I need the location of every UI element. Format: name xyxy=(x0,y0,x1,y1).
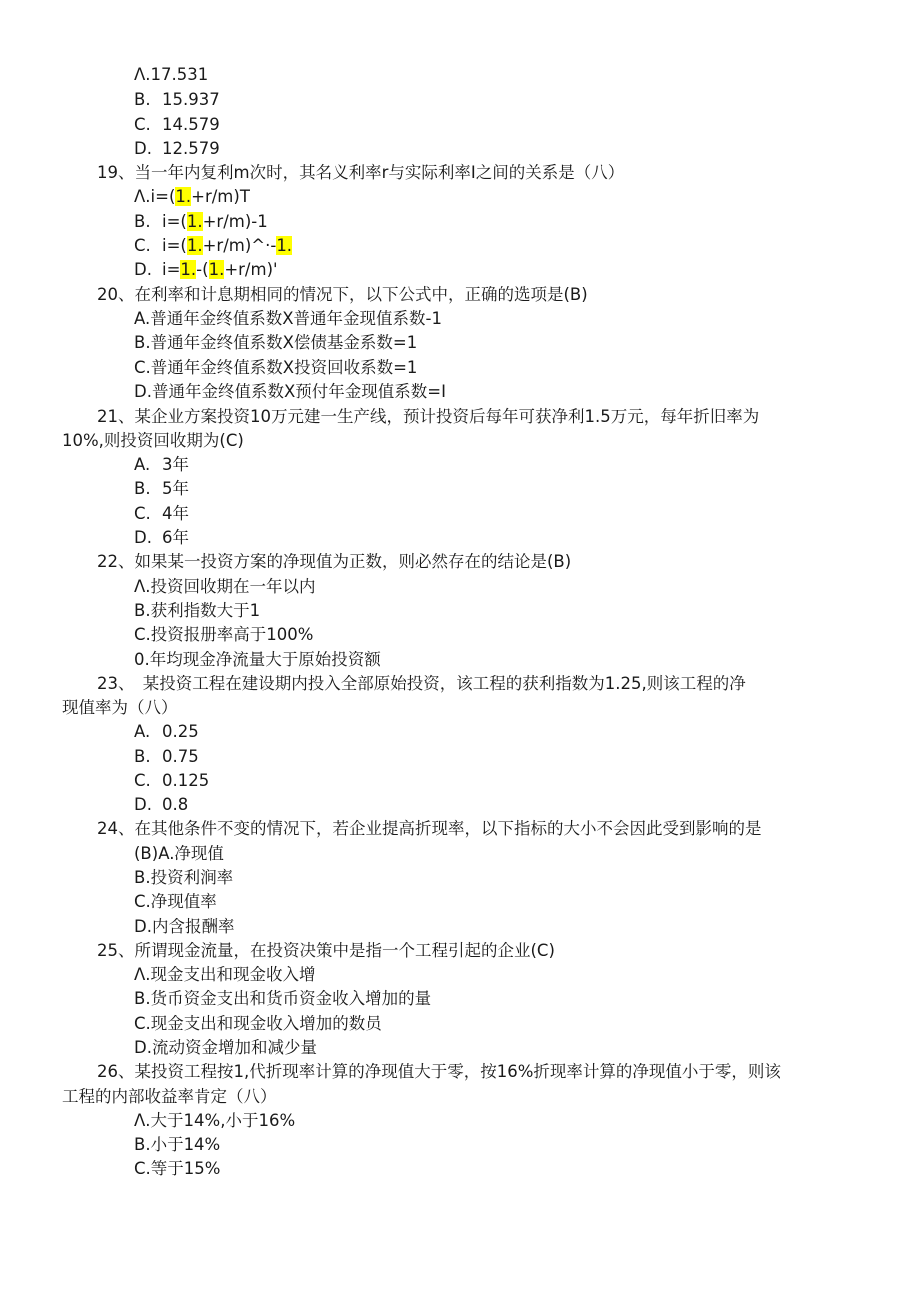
highlight-mark: 1. xyxy=(208,260,225,279)
highlight-mark: 1. xyxy=(186,236,203,255)
option-d xyxy=(134,527,189,551)
option-c xyxy=(134,503,189,527)
option-a: Λ.17.531 xyxy=(134,65,209,84)
question-24: 24、在其他条件不变的情况下，若企业提高折现率，以下指标的大小不会因此受到影响的是 xyxy=(97,819,762,838)
option-text: 6年 xyxy=(162,528,189,547)
option-a: A.普通年金终值系数X普通年金现值系数-1 xyxy=(134,309,442,328)
option-text: 15.937 xyxy=(162,90,220,109)
option-key: C. xyxy=(134,115,151,134)
option-d xyxy=(134,794,188,818)
question-25: 25、所谓现金流量，在投资决策中是指一个工程引起的企业(C) xyxy=(97,941,555,960)
option-key: D. xyxy=(134,528,152,547)
question-24-cont: (B)A.净现值 xyxy=(134,844,224,863)
option-b: B.普通年金终值系数X偿债基金系数=1 xyxy=(134,333,418,352)
option-a: Λ.大于14%,小于16% xyxy=(134,1111,296,1130)
option-key: C. xyxy=(134,236,151,255)
option-key: A. xyxy=(134,722,151,741)
highlight-mark: 1. xyxy=(180,260,197,279)
option-key: B. xyxy=(134,479,151,498)
option-key: C. xyxy=(134,504,151,523)
option-b: B.投资利涧率 xyxy=(134,868,234,887)
question-26-cont: 工程的内部收益率肯定（八） xyxy=(62,1087,277,1106)
question-23: 23、 某投资工程在建设期内投入全部原始投资，该工程的获利指数为1.25,则该工程的净 xyxy=(97,674,746,693)
option-c xyxy=(134,235,292,259)
option-key: C. xyxy=(134,771,151,790)
question-21-cont: 10%,则投资回收期为(C) xyxy=(62,431,244,450)
option-c: C.投资报册率高于100% xyxy=(134,625,314,644)
option-key: D. xyxy=(134,795,152,814)
option-d: 0.年均现金净流量大于原始投资额 xyxy=(134,650,381,669)
option-d xyxy=(134,259,278,283)
question-22: 22、如果某一投资方案的净现值为正数，则必然存在的结论是(B) xyxy=(97,552,572,571)
option-text: 5年 xyxy=(162,479,189,498)
option-b xyxy=(134,746,199,770)
option-c: C.普通年金终值系数X投资回收系数=1 xyxy=(134,358,418,377)
option-text: 12.579 xyxy=(162,139,220,158)
option-text: 4年 xyxy=(162,504,189,523)
highlight-mark: 1. xyxy=(186,212,203,231)
question-21: 21、某企业方案投资10万元建一生产线，预计投资后每年可获净利1.5万元，每年折旧率为 xyxy=(97,407,760,426)
option-text: i=1.-(1.+r/m)' xyxy=(162,260,278,279)
highlight-mark: 1. xyxy=(276,236,293,255)
option-text: 0.8 xyxy=(162,795,189,814)
option-d: D.流动资金增加和减少量 xyxy=(134,1038,317,1057)
option-text: 0.75 xyxy=(162,747,199,766)
option-text: 3年 xyxy=(162,455,189,474)
option-c: C.现金支出和现金收入增加的数员 xyxy=(134,1014,382,1033)
option-b: B.小于14% xyxy=(134,1135,221,1154)
option-b xyxy=(134,211,268,235)
option-key: D. xyxy=(134,260,152,279)
option-c: C.净现值率 xyxy=(134,892,217,911)
option-a xyxy=(134,721,199,745)
option-text: i=(1.+r/m)-1 xyxy=(162,212,268,231)
highlight-mark: 1. xyxy=(175,187,192,206)
option-a xyxy=(134,454,189,478)
option-b xyxy=(134,89,220,113)
option-d: D.内含报酬率 xyxy=(134,917,235,936)
option-text: 14.579 xyxy=(162,115,220,134)
option-a: Λ.i=(1.+r/m)T xyxy=(134,187,250,206)
option-key: B. xyxy=(134,212,151,231)
option-c: C.等于15% xyxy=(134,1159,221,1178)
question-19: 19、当一年内复利m次时，其名义利率r与实际利率I之间的关系是（八） xyxy=(97,163,625,182)
option-a: Λ.现金支出和现金收入增 xyxy=(134,965,316,984)
option-key: B. xyxy=(134,747,151,766)
option-b xyxy=(134,478,189,502)
option-key: A. xyxy=(134,455,151,474)
question-20: 20、在利率和计息期相同的情况下，以下公式中，正确的选项是(B) xyxy=(97,285,588,304)
option-c xyxy=(134,770,209,794)
question-26: 26、某投资工程按1,代折现率计算的净现值大于零，按16%折现率计算的净现值小于零，则该 xyxy=(97,1062,781,1081)
option-text: 0.125 xyxy=(162,771,210,790)
option-text: i=(1.+r/m)^·-1. xyxy=(162,236,293,255)
option-key: D. xyxy=(134,139,152,158)
option-d xyxy=(134,138,220,162)
option-b: B.获利指数大于1 xyxy=(134,601,261,620)
question-23-cont: 现值率为（八） xyxy=(62,698,178,717)
option-b: B.货币资金支出和货币资金收入增加的量 xyxy=(134,989,432,1008)
option-key: B. xyxy=(134,90,151,109)
option-d: D.普通年金终值系数X预付年金现值系数=I xyxy=(134,382,446,401)
option-a: Λ.投资回收期在一年以内 xyxy=(134,577,316,596)
option-c xyxy=(134,114,220,138)
option-text: 0.25 xyxy=(162,722,199,741)
